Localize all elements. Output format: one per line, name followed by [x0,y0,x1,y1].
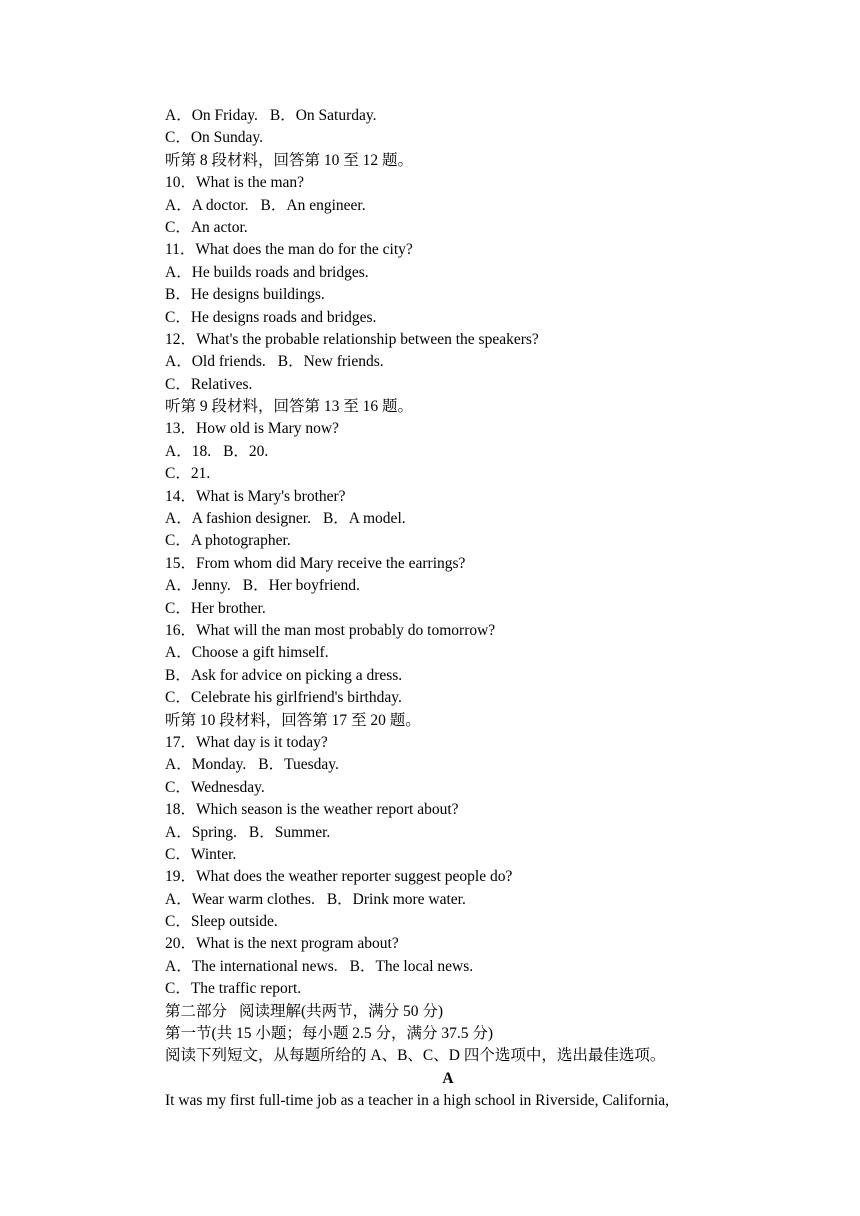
text-line: C．An actor. [165,218,248,236]
text-line: 13．How old is Mary now? [165,420,339,438]
option-text: A．Spring. [165,823,237,841]
option-text: A．Jenny. [165,577,231,595]
text-line: C．21. [165,465,211,483]
text-line: 18．Which season is the weather report about? [165,801,459,819]
option-text: A．On Friday. [165,107,258,124]
option-text: B．An engineer. [260,196,366,214]
option-line [165,1001,745,1023]
text-line: A．He builds roads and bridges. [165,263,369,281]
option-text: B．A model. [322,510,406,528]
option-line [165,889,745,911]
option-text: A．Wear warm clothes. [165,890,315,908]
text-line: C．He designs roads and bridges. [165,308,377,326]
text-line: 15．From whom did Mary receive the earrings? [165,554,466,572]
text-line: C．Her brother. [165,599,266,617]
option-text: B．Summer. [248,823,331,841]
text-line: 听第 8 段材料，回答第 10 至 12 题。 [165,151,414,169]
text-line: 16．What will the man most probably do tomorrow? [165,621,496,639]
text-line: 听第 9 段材料，回答第 13 至 16 题。 [165,398,414,416]
option-line [165,508,745,530]
text-line: C．Winter. [165,845,237,863]
option-line [165,441,745,463]
option-text: 阅读理解(共两节，满分 50 分) [239,1002,444,1020]
text-line: 听第 10 段材料，回答第 17 至 20 题。 [165,711,421,729]
passage-title: A [442,1069,454,1087]
option-text: A．Old friends. [165,353,266,371]
text-line: C．On Sunday. [165,129,264,147]
text-line: C．Relatives. [165,375,253,393]
text-line: 11．What does the man do for the city? [165,241,413,259]
option-text: B．Her boyfriend. [242,577,360,595]
option-text: B．Tuesday. [258,756,339,774]
option-text: B．New friends. [277,353,384,371]
text-line: 14．What is Mary's brother? [165,487,346,505]
option-text: 第二部分 [165,1002,228,1020]
option-text: B．20. [223,442,269,460]
option-text: A．Monday. [165,756,247,774]
option-text: A．A doctor. [165,196,249,214]
text-line: C．Sleep outside. [165,913,278,931]
option-text: B．The local news. [349,957,474,975]
text-line: C．Wednesday. [165,778,265,796]
text-line: 第一节(共 15 小题；每小题 2.5 分，满分 37.5 分) [165,1025,494,1043]
text-line: B．Ask for advice on picking a dress. [165,666,403,684]
option-line [165,956,745,978]
text-line: 10．What is the man? [165,174,305,192]
text-line: C．Celebrate his girlfriend's birthday. [165,689,402,707]
option-text: A．A fashion designer. [165,510,311,528]
option-text: A．18. [165,442,212,460]
text-line: 阅读下列短文，从每题所给的 A、B、C、D 四个选项中，选出最佳选项。 [165,1047,666,1065]
text-line: 20．What is the next program about? [165,935,399,953]
option-line [165,351,745,373]
text-line: A．Choose a gift himself. [165,644,329,662]
option-line [165,195,745,217]
text-line: 17．What day is it today? [165,733,328,751]
option-line [165,822,745,844]
text-line: It was my first full-time job as a teacher in a high school in Riverside, California, [165,1092,670,1110]
text-line: C．The traffic report. [165,980,302,998]
option-line [165,105,745,127]
text-line: 12．What's the probable relationship between the speakers? [165,330,539,348]
option-text: B．Drink more water. [326,890,466,908]
option-text: B．On Saturday. [269,107,377,124]
text-line: B．He designs buildings. [165,286,325,304]
text-line: 19．What does the weather reporter suggest people do? [165,868,513,886]
option-line [165,575,745,597]
document-body [165,105,745,1113]
option-text: A．The international news. [165,957,338,975]
option-line [165,754,745,776]
text-line: C．A photographer. [165,532,291,550]
